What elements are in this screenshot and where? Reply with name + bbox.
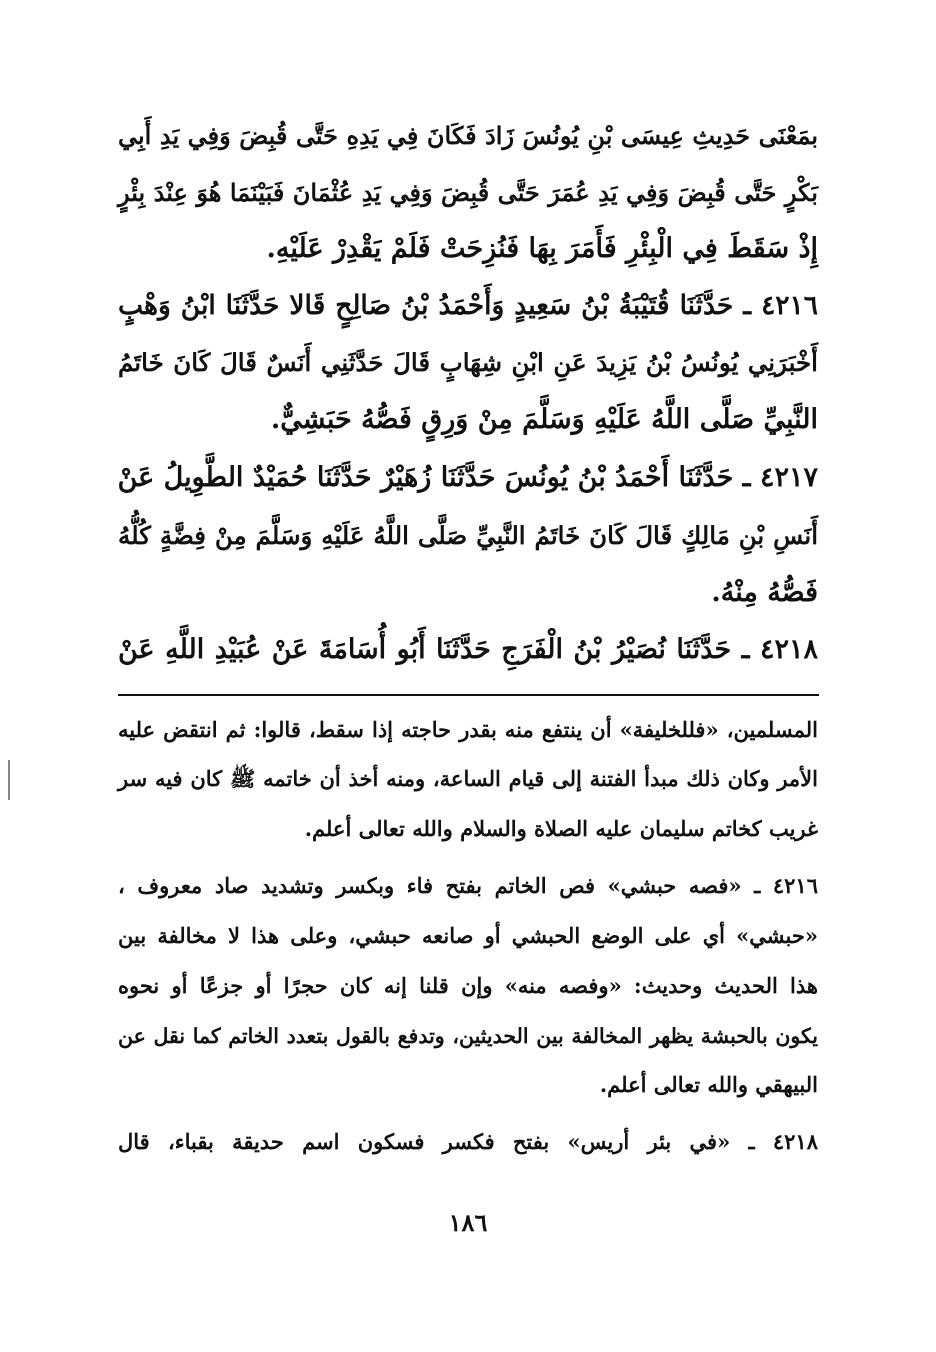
scan-edge-mark — [8, 760, 10, 800]
main-line: إِذْ سَقَطَ فِي الْبِئْرِ فَأَمَرَ بِهَا فَنُزِحَتْ فَلَمْ يَقْدِرْ عَلَيْهِ. — [266, 233, 818, 264]
footnote-line: غريب كخاتم سليمان عليه الصلاة والسلام والله تعالى أعلم. — [304, 816, 818, 841]
note-4218-line: ٤٢١٨ ـ «في بئر أريس» بفتح فكسر فسكون اسم حديقة بقباء، قال — [118, 1129, 818, 1154]
hadith-4216-line: أَخْبَرَنِي يُونُسُ بْنُ يَزِيدَ عَنِ ابْنِ شِهَابٍ قَالَ حَدَّثَنِي أَنَسٌ قَالَ كَانَ خَاتَمُ — [118, 348, 818, 377]
hadith-4217-line: فَصُّهُ مِنْهُ. — [711, 577, 818, 608]
hadith-4217-line: ٤٢١٧ ـ حَدَّثَنَا أَحْمَدُ بْنُ يُونُسَ حَدَّثَنَا زُهَيْرٌ حَدَّثَنَا حُمَيْدٌ الطَّوِيلُ عَنْ — [117, 462, 818, 493]
main-line: بَكْرٍ حَتَّى قُبِضَ وَفِي يَدِ عُمَرَ حَتَّى قُبِضَ وَفِي يَدِ عُثْمَانَ فَبَيْنَمَا هُوَ عِنْدَ بِئْرٍ — [118, 178, 818, 207]
page-number: ١٨٦ — [448, 1208, 488, 1237]
hadith-4216-line: ٤٢١٦ ـ حَدَّثَنَا قُتَيْبَةُ بْنُ سَعِيدٍ وَأَحْمَدُ بْنُ صَالِحٍ قَالا حَدَّثَنَا ابْنُ وَهْبٍ — [118, 290, 818, 321]
main-line: بمَعْنَى حَدِيثِ عِيسَى بْنِ يُونُسَ زَادَ فَكَانَ فِي يَدِهِ حَتَّى قُبِضَ وَفِي يَدِ أَبِي — [118, 121, 818, 150]
note-4216-line: هذا الحديث وحديث: «وفصه منه» وإن قلنا إنه كان حجرًا أو جزعًا أو نحوه — [118, 973, 818, 998]
note-4216-line: «حبشي» أي على الوضع الحبشي أو صانعه حبشي، وعلى هذا لا مخالفة بين — [118, 923, 818, 948]
note-4216-line: ٤٢١٦ ـ «فصه حبشي» فص الخاتم بفتح فاء وبكسر وتشديد صاد معروف ، — [118, 873, 818, 898]
footnote-line: المسلمين، «فللخليفة» أن ينتفع منه بقدر حاجته إذا سقط، قالوا: ثم انتقض عليه — [118, 717, 818, 742]
hadith-4216-line: النَّبِيِّ صَلَّى اللَّهُ عَلَيْهِ وَسَلَّمَ مِنْ وَرِقٍ فَصُّهُ حَبَشِيٌّ. — [270, 404, 818, 435]
note-4216-line: البيهقي والله تعالى أعلم. — [599, 1072, 818, 1097]
footnote-line: الأمر وكان ذلك مبدأ الفتنة إلى قيام الساعة، ومنه أخذ أن خاتمه ﷺ كان فيه سر — [118, 766, 818, 791]
footnote-divider — [118, 694, 819, 696]
hadith-4217-line: أَنَسِ بْنِ مَالِكٍ قَالَ كَانَ خَاتَمُ النَّبِيِّ صَلَّى اللَّهُ عَلَيْهِ وَسَلَّمَ مِنْ فِضَّةٍ كُلُّهُ — [118, 521, 818, 550]
note-4216-line: يكون بالحبشة يظهر المخالفة بين الحديثين، وتدفع بالقول بتعدد الخاتم كما نقل عن — [118, 1024, 818, 1048]
hadith-4218-line: ٤٢١٨ ـ حَدَّثَنَا نُصَيْرُ بْنُ الْفَرَجِ حَدَّثَنَا أَبُو أُسَامَةَ عَنْ عُبَيْدِ اللَّهِ عَنْ — [118, 634, 818, 665]
